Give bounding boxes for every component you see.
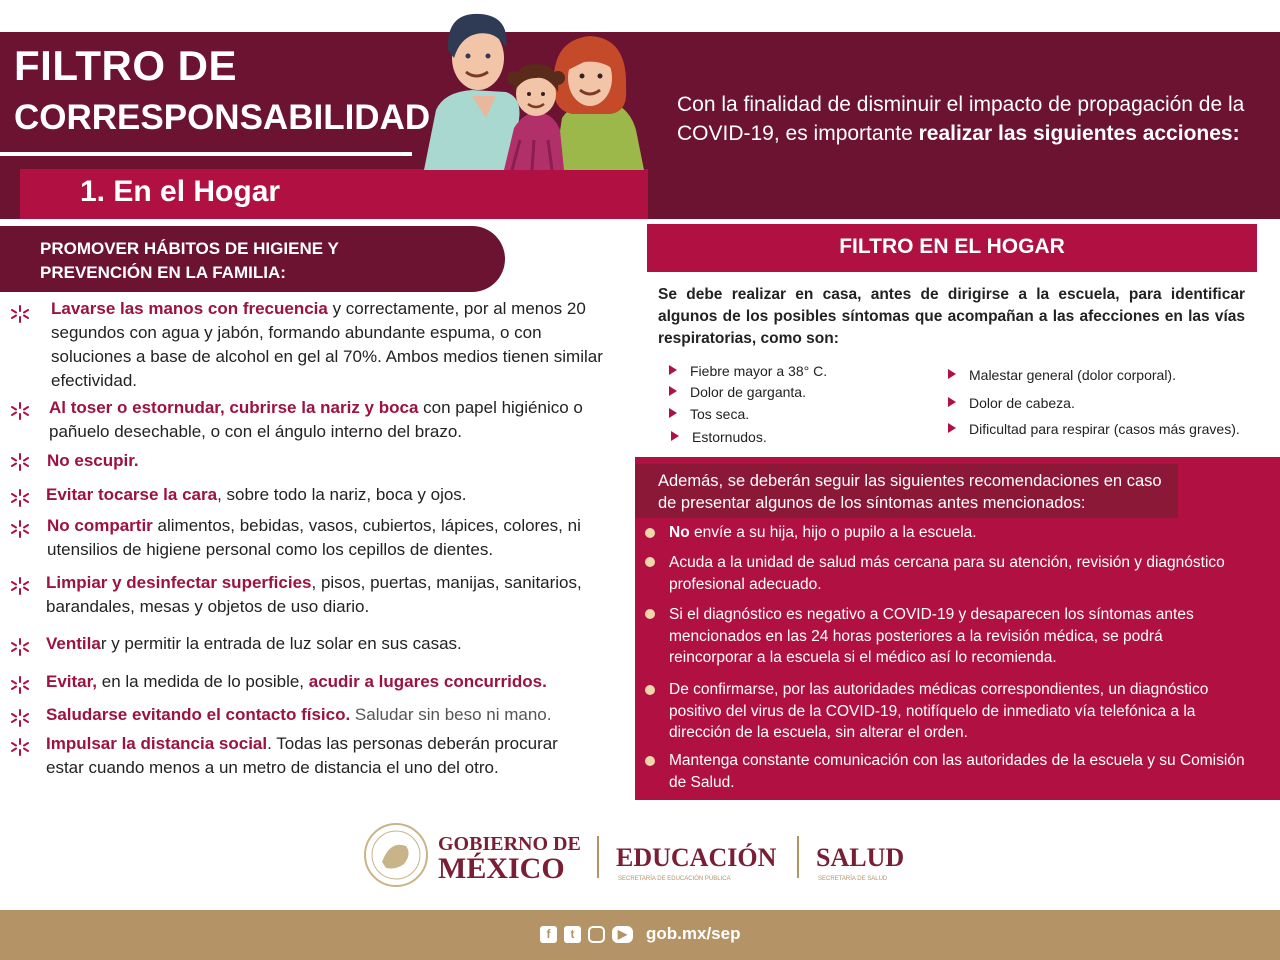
recommendation-item: Acuda a la unidad de salud más cercana para su atención, revisión y diagnóstico profesional adecuado.: [669, 554, 1225, 593]
facebook-icon[interactable]: f: [540, 926, 557, 943]
bullet-dot-icon: [645, 528, 655, 538]
intro-plain: Con la finalidad de disminuir el impacto de propagación de la COVID-19, es importante: [677, 93, 1245, 145]
title-divider: [0, 152, 412, 156]
triangle-bullet-icon: [948, 423, 956, 433]
asterisk-icon: [11, 738, 29, 756]
gob-line1: GOBIERNO DE: [438, 833, 581, 855]
footer-band: [0, 910, 1280, 960]
symptom-item: Malestar general (dolor corporal).: [948, 367, 1176, 383]
government-logos: [360, 822, 940, 888]
asterisk-icon: [11, 453, 29, 471]
recommendation-item: Mantenga constante comunicación con las autoridades de la escuela y su Comisión de Salud.: [669, 752, 1245, 791]
list-item: Lavarse las manos con frecuencia y correctamente, por al menos 20 segundos con agua y jabón, formando abundante espuma, o con soluciones a base de alcohol en gel al 70%. Ambos medios tienen similar efectividad.: [51, 299, 603, 390]
recommendations-heading: Además, se deberán seguir las siguientes recomendaciones en caso de presentar algunos de los síntomas antes mencionados:: [658, 472, 1162, 512]
educacion-label: EDUCACIÓN: [616, 843, 777, 872]
triangle-bullet-icon: [669, 386, 677, 396]
recommendation-item: Si el diagnóstico es negativo a COVID-19 y desaparecen los síntomas antes mencionados en las 24 horas posteriores a la revisión médica, se podrá reincorporar a la escuela si el médico así lo recomienda.: [669, 606, 1194, 666]
list-item: No escupir.: [47, 451, 139, 470]
triangle-bullet-icon: [948, 369, 956, 379]
salud-sub: SECRETARÍA DE SALUD: [818, 876, 888, 882]
triangle-bullet-icon: [669, 408, 677, 418]
bullet-dot-icon: [645, 756, 655, 766]
footer-url-link[interactable]: gob.mx/sep: [646, 924, 741, 943]
list-item: No compartir alimentos, bebidas, vasos, cubiertos, lápices, colores, ni utensilios de higiene personal como los cepillos de dientes.: [47, 516, 581, 559]
list-item: Evitar tocarse la cara, sobre todo la nariz, boca y ojos.: [46, 485, 467, 504]
list-item: Impulsar la distancia social. Todas las personas deberán procurar estar cuando menos a un metro de distancia el uno del otro.: [46, 734, 558, 777]
educacion-sub: SECRETARÍA DE EDUCACIÓN PÚBLICA: [618, 876, 731, 882]
asterisk-icon: [11, 402, 29, 420]
left-heading-line2: PREVENCIÓN EN LA FAMILIA:: [40, 263, 286, 282]
asterisk-icon: [11, 709, 29, 727]
gob-line2: MÉXICO: [438, 852, 565, 885]
left-heading: [40, 237, 339, 285]
asterisk-icon: [11, 489, 29, 507]
symptom-item: Tos seca.: [669, 406, 749, 422]
page-title-line2: CORRESPONSABILIDAD: [14, 98, 431, 137]
intro-bold: realizar las siguientes acciones:: [918, 122, 1240, 145]
salud-label: SALUD: [816, 843, 905, 872]
mexico-seal-icon: [365, 824, 427, 886]
bullet-dot-icon: [645, 609, 655, 619]
family-illustration: [414, 0, 654, 170]
recommendation-item: De confirmarse, por las autoridades médicas correspondientes, un diagnóstico positivo del virus de la COVID-19, notifíquelo de inmediato vía telefónica a la dirección de la escuela, sin alterar el orden.: [669, 681, 1209, 741]
list-item: Limpiar y desinfectar superficies, pisos, puertas, manijas, sanitarios, barandales, mesas y objetos de uso diario.: [46, 573, 582, 616]
instagram-icon[interactable]: [588, 926, 605, 943]
filtro-heading: FILTRO EN EL HOGAR: [839, 235, 1065, 258]
symptom-item: Dolor de cabeza.: [948, 395, 1075, 411]
filtro-description: Se debe realizar en casa, antes de dirigirse a la escuela, para identificar algunos de los posibles síntomas que acompañan a las afecciones en las vías respiratorias, como son:: [658, 286, 1245, 347]
bullet-dot-icon: [645, 685, 655, 695]
left-heading-line1: PROMOVER HÁBITOS DE HIGIENE Y: [40, 239, 339, 258]
list-item: Al toser o estornudar, cubrirse la nariz y boca con papel higiénico o pañuelo desechable, o con el ángulo interno del brazo.: [49, 398, 583, 441]
list-item: Ventilar y permitir la entrada de luz solar en sus casas.: [46, 634, 462, 653]
section-title: 1. En el Hogar: [80, 175, 281, 208]
youtube-icon[interactable]: ▶: [612, 926, 633, 943]
intro-text: [677, 90, 1257, 148]
asterisk-icon: [11, 520, 29, 538]
triangle-bullet-icon: [948, 397, 956, 407]
list-item: Evitar, en la medida de lo posible, acudir a lugares concurridos.: [46, 672, 547, 691]
symptom-item: Dificultad para respirar (casos más graves).: [948, 421, 1240, 437]
symptom-item: Fiebre mayor a 38° C.: [669, 363, 827, 379]
asterisk-icon: [11, 577, 29, 595]
twitter-icon[interactable]: t: [564, 926, 581, 943]
symptom-item: Dolor de garganta.: [669, 384, 806, 400]
symptom-item: Estornudos.: [671, 429, 767, 445]
bullet-dot-icon: [645, 557, 655, 567]
page-title-line1: FILTRO DE: [14, 42, 238, 89]
list-item: Saludarse evitando el contacto físico. Saludar sin beso ni mano.: [46, 705, 552, 724]
triangle-bullet-icon: [669, 365, 677, 375]
asterisk-icon: [11, 676, 29, 694]
asterisk-icon: [11, 638, 29, 656]
recommendation-item: No envíe a su hija, hijo o pupilo a la escuela.: [669, 524, 977, 541]
triangle-bullet-icon: [671, 431, 679, 441]
asterisk-icon: [11, 305, 29, 323]
